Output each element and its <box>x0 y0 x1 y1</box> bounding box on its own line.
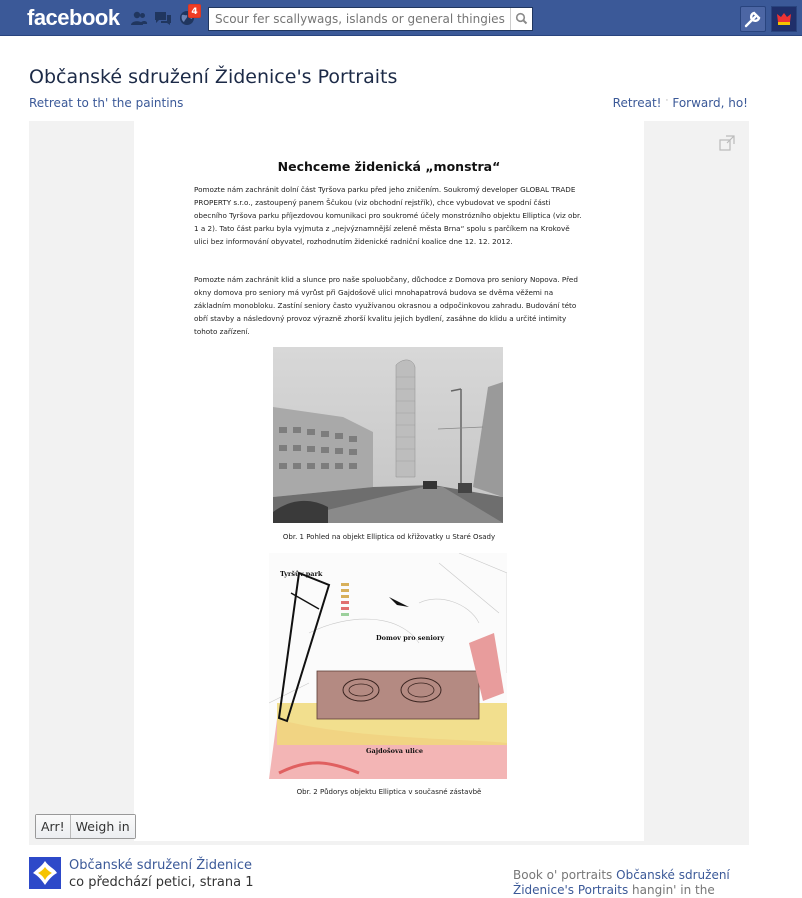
page-name-link[interactable]: Občanské sdružení Židenice <box>69 858 252 873</box>
page-profile-thumbnail[interactable] <box>29 857 61 889</box>
wrench-icon <box>741 7 765 31</box>
nav-separator: · <box>665 96 669 106</box>
photo-image[interactable] <box>134 121 644 841</box>
friend-requests-icon[interactable] <box>130 10 148 26</box>
fullscreen-expand-icon[interactable] <box>719 135 735 151</box>
site-plan-drawing <box>269 553 507 779</box>
search-button[interactable] <box>510 8 532 30</box>
building-photo <box>273 347 503 523</box>
album-link[interactable]: Občanské sdružení Židenice's Portraits <box>513 868 730 897</box>
profile-picture-icon <box>772 7 796 31</box>
document-paragraph-2: Pomozte nám zachránit klid a slunce pro naše spoluobčany, důchodce z Domova pro seniory Nopova. Před okny domova pro seniory má vyrůst při Gajdošově ulici mnohapatrová budova se dvěma věžemi na základním monobloku. Zastíní seniory často využívanou okrasnou a odpočinkovou zahradu. Budování této obří stavby a následovný provoz výrazně zhorší kvalitu jejich bydlení, zasáhne do klidu a určité intimity tohoto zařízení. <box>194 275 578 336</box>
next-photo-link[interactable]: Forward, ho! <box>672 96 748 110</box>
plan-label-park: Tyršův park <box>280 570 323 578</box>
album-suffix: hangin' in the <box>632 883 715 897</box>
plan-label-street: Gajdošova ulice <box>366 747 423 755</box>
like-button[interactable]: Arr! <box>36 815 70 838</box>
page-logo-icon <box>29 857 61 889</box>
photo-actions <box>35 814 136 839</box>
page-title: Občanské sdružení Židenice's Portraits <box>29 66 398 88</box>
document-paragraph-1: Pomozte nám zachránit dolní část Tyršova parku před jeho zničením. Soukromý developer GLOBAL TRADE PROPERTY s.r.o., zastoupený panem Ščukou (viz obchodní rejstřík), chce vybudovat ve spodní části obecního Tyršova parku příjezdovou komunikaci pro soukromé účely monstrózního objektu Elliptica (viz obr. 1 a 2). Tato část parku byla vyjmuta z „nejvýznamnější zeleně města Brna“ spolu s parčíkem na Krokově ulici bez informování obyvatel, rozhodnutím židenické radniční koalice dne 12. 12. 2012. <box>194 185 582 246</box>
top-bar <box>0 0 802 36</box>
comment-button[interactable]: Weigh in <box>70 815 135 838</box>
photo-caption: co předchází petici, strana 1 <box>69 875 254 890</box>
notification-badge[interactable]: 4 <box>188 4 201 18</box>
document-heading: Nechceme židenická „monstra“ <box>277 159 501 174</box>
figure-1-caption: Obr. 1 Pohled na objekt Elliptica od křižovatky u Staré Osady <box>282 533 496 541</box>
photo-navigation <box>613 96 748 110</box>
messages-icon[interactable] <box>154 10 172 26</box>
account-avatar[interactable] <box>771 6 797 32</box>
facebook-logo[interactable]: facebook <box>27 5 120 30</box>
album-prefix: Book o' portraits <box>513 868 613 882</box>
plan-label-senior-home: Domov pro seniory <box>376 634 445 642</box>
search-input[interactable] <box>209 8 511 30</box>
figure-2-caption: Obr. 2 Půdorys objektu Elliptica v současné zástavbě <box>296 788 482 796</box>
page-tools-button[interactable] <box>740 6 766 32</box>
previous-photo-link[interactable]: Retreat! <box>612 96 662 110</box>
search-icon <box>511 8 533 30</box>
back-to-photos-link[interactable]: Retreat to th' the paintins <box>29 96 184 110</box>
photo-stage <box>29 121 749 845</box>
search-box <box>208 7 533 31</box>
